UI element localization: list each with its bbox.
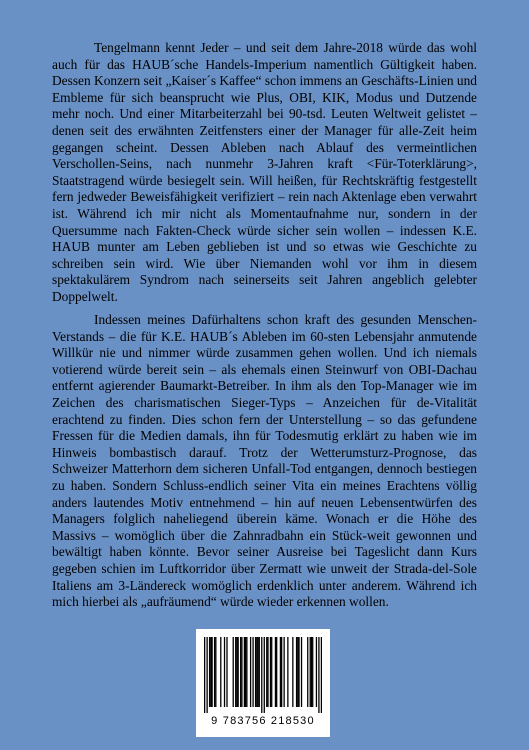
barcode-bar bbox=[206, 637, 207, 713]
blurb-paragraph-2: Indessen meines Dafürhaltens schon kraft des gesunden Menschen-Verstands – die für K.E. HAUB´s Ableben im 60-sten Lebensjahr anmutende Willkür nie und nimmer würde zusammen gehen wollen. Und ich niemals votierend würde bereit sein – als ehemals einen Steinwurf von OBI-Dachau entfernt agierender Baumarkt-Betreiber. In ihm als den Top-Manager wie im Zeichen des charismatischen Sieger-Typs – Anzeichen für de-Vitalität erachtend zu finden. Dies schon fern der Unterstellung – so das gefundene Fressen für die Medien damals, ihn für Todesmutig erklärt zu haben wie im Hinweis bombastisch darauf. Trotz der Wetterumsturz-Prognose, das Schweizer Matterhorn dem sicheren Unfall-Tod entgangen, dennoch bestiegen zu haben. Sondern Schluss-endlich seiner Vita ein meines Erachtens völlig anders lautendes Motiv entnehmend – hin auf neuen Lebensentwürfen des Managers folglich naheliegend überein käme. Wonach er die Höhe des Massivs – womöglich über die Zahnradbahn ein Stück-weit gewonnen und bewältigt haben könnte. Bevor seiner Ausreise bei Tageslicht dann Kurs gegeben schien im Luftkorridor über Zermatt wie unweit der Strada-del-Sole Italiens am 3-Ländereck womöglich erdenklich unter anderem. Während ich mich hierbei als „aufräumend“ würde wieder erkennen wollen. bbox=[52, 312, 477, 610]
barcode-bar bbox=[224, 637, 225, 707]
barcode-bar bbox=[316, 637, 317, 707]
barcode-bar bbox=[307, 637, 308, 707]
blurb-paragraph-1: Tengelmann kennt Jeder – und seit dem Jahre-2018 würde das wohl auch für das HAUB´sche Handels-Imperium namentlich Gültigkeit haben. Dessen Konzern seit „Kaiser´s Kaffee“ schon immens an Geschäfts-Linien und Embleme für sich beansprucht wie Plus, OBI, KIK, Modus und Dutzende mehr noch. Und einer Mitarbeiterzahl bei 90-tsd. Leuten Weltweit gelistet – denen seit des erwähnten Zeitfensters einer der Manager für alle-Zeit heim gegangen scheint. Dessen Ableben nach Ablauf des vermeintlichen Verschollen-Seins, nach nunmehr 3-Jahren kraft <Für-Toterklärung>, Staatstragend würde besiegelt sein. Will heißen, für Rechtskräftig festgestellt fern jedweder Beweisfähigkeit verifiziert – rein nach Aktenlage eben verwahrt ist. Während ich mir nicht als Momentaufnahme nur, sondern in der Quersumme nach Fakten-Check würde sicher sein wollen – indessen K.E. HAUB munter am Leben geblieben ist und so etwas wie Geschichte zu schreiben sein wird. Wie über Niemanden wohl vor ihm in diesem spektakulärem Syndrom nach seinerseits seit Jahren angeblich gelebter Doppelwelt. bbox=[52, 40, 477, 304]
barcode-bar bbox=[215, 637, 216, 707]
barcode-bar bbox=[256, 637, 257, 707]
barcode-bar bbox=[261, 637, 262, 713]
barcode-bar bbox=[210, 637, 211, 707]
barcode-bar bbox=[292, 637, 293, 707]
barcode-bar bbox=[244, 637, 245, 707]
barcode-bar bbox=[211, 637, 212, 707]
barcode-bar bbox=[311, 637, 312, 707]
barcode-bar bbox=[264, 637, 265, 713]
barcode-bar bbox=[214, 637, 215, 707]
barcode-bar bbox=[297, 637, 298, 707]
barcode-bar bbox=[220, 637, 221, 707]
barcode-bar bbox=[209, 637, 210, 707]
barcode-bar bbox=[245, 637, 246, 707]
barcode-bar bbox=[298, 637, 299, 707]
blurb-paragraph-2-container bbox=[52, 312, 477, 611]
barcode-bar bbox=[283, 637, 284, 707]
barcode-bar bbox=[259, 637, 260, 707]
isbn-barcode bbox=[196, 629, 330, 737]
barcode-bar bbox=[318, 637, 319, 713]
barcode-bar bbox=[267, 637, 268, 707]
barcode-bar bbox=[280, 637, 281, 707]
barcode-bar bbox=[235, 637, 236, 707]
barcode-bar bbox=[281, 637, 282, 707]
barcode-bar bbox=[226, 637, 227, 707]
barcode-bar bbox=[276, 637, 277, 707]
barcode-bar bbox=[241, 637, 242, 707]
barcode-bar bbox=[252, 637, 253, 707]
barcode-bar bbox=[310, 637, 311, 707]
isbn-number: 9 783756 218530 bbox=[211, 715, 315, 727]
barcode-bar bbox=[255, 637, 256, 707]
barcode-bar bbox=[238, 637, 239, 707]
barcode-bar bbox=[240, 637, 241, 707]
barcode-bar bbox=[266, 637, 267, 707]
barcode-bar bbox=[321, 637, 322, 713]
blurb-paragraph-1-container bbox=[52, 40, 477, 306]
barcode-bar bbox=[204, 637, 205, 713]
barcode-bar bbox=[250, 637, 251, 707]
barcode-bar bbox=[275, 637, 276, 707]
barcode-bar bbox=[287, 637, 288, 707]
barcode-bar bbox=[296, 637, 297, 707]
barcode-bar bbox=[233, 637, 234, 707]
barcode-bar bbox=[271, 637, 272, 707]
barcode-bar bbox=[270, 637, 271, 707]
barcode-bar bbox=[236, 637, 237, 707]
barcode-bar bbox=[301, 637, 302, 707]
barcode-bar bbox=[246, 637, 247, 707]
barcode-bars bbox=[204, 637, 322, 713]
barcode-bar bbox=[257, 637, 258, 707]
barcode-bar bbox=[312, 637, 313, 707]
